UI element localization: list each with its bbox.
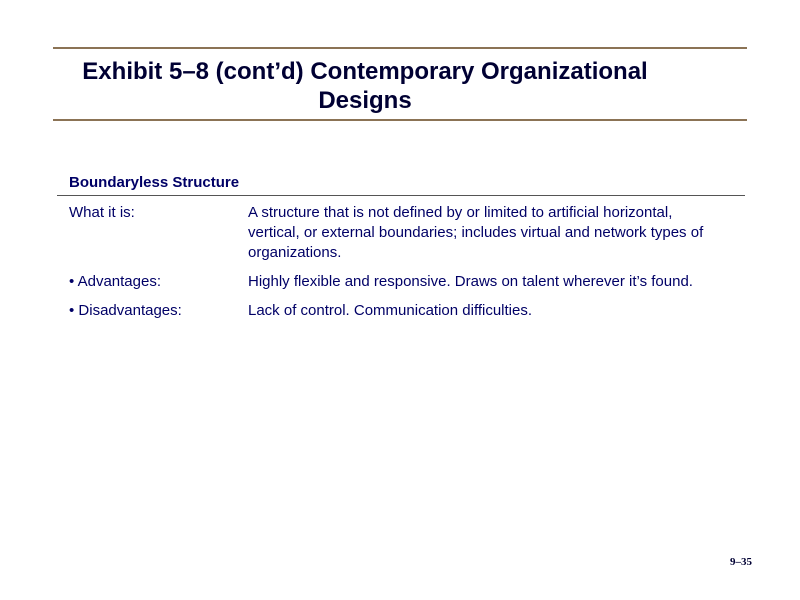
table-row bbox=[57, 301, 745, 321]
table-header bbox=[57, 170, 745, 196]
row-label: • Disadvantages: bbox=[69, 302, 182, 319]
page-number: 9–35 bbox=[730, 556, 752, 568]
row-description: Lack of control. Communication difficulties. bbox=[248, 302, 533, 319]
row-label: • Advantages: bbox=[69, 273, 161, 290]
design-table bbox=[57, 170, 745, 321]
title-top-rule bbox=[53, 47, 747, 49]
table-row bbox=[57, 272, 745, 292]
row-description: A structure that is not defined by or limited to artificial horizontal, vertical, or external boundaries; includes virtual and network types of organizations. bbox=[248, 204, 704, 261]
row-label: What it is: bbox=[69, 204, 135, 221]
title-bottom-rule bbox=[53, 119, 747, 121]
row-description: Highly flexible and responsive. Draws on talent wherever it’s found. bbox=[248, 273, 693, 290]
table-row bbox=[57, 203, 745, 263]
slide-title: Exhibit 5–8 (cont’d) Contemporary Organizational Designs bbox=[82, 58, 648, 114]
table-header-title: Boundaryless Structure bbox=[69, 174, 240, 191]
